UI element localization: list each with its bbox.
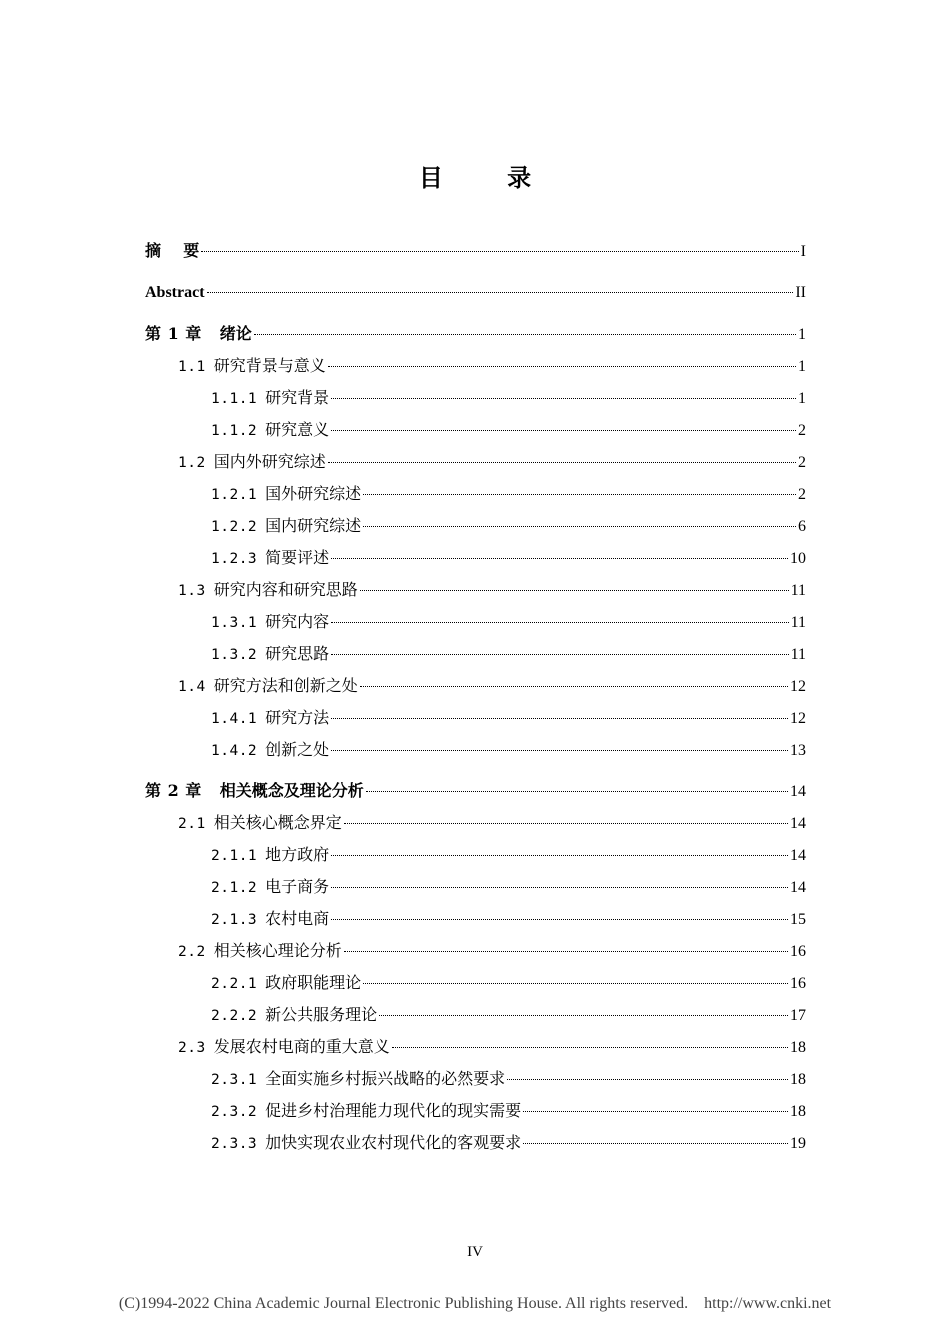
toc-entry-page: 2	[798, 422, 806, 439]
toc-entry-title: 相关核心理论分析	[213, 941, 342, 960]
toc-leader-dots	[363, 494, 796, 495]
toc-entry-title: 国内外研究综述	[213, 452, 326, 471]
toc-entry-title: 研究背景与意义	[213, 356, 326, 375]
toc-leader-dots	[523, 1111, 788, 1112]
toc-entry[interactable]	[211, 907, 806, 931]
toc-leader-dots	[360, 590, 789, 591]
toc-entry[interactable]	[211, 1067, 806, 1091]
toc-entry-page: 17	[790, 1007, 806, 1024]
toc-entry[interactable]	[211, 418, 806, 442]
toc-leader-dots	[331, 887, 788, 888]
toc-entry-page: 19	[790, 1135, 806, 1152]
toc-entry-page: 1	[798, 390, 806, 407]
toc-entry-title: 政府职能理论	[265, 973, 362, 992]
toc-entry-page: 11	[790, 582, 806, 599]
toc-entry-title: 研究背景	[265, 388, 330, 407]
toc-leader-dots	[331, 855, 788, 856]
toc-entry-title: 研究方法	[265, 708, 330, 727]
toc-entry-title: 研究内容和研究思路	[213, 580, 358, 599]
toc-leader-dots	[201, 251, 798, 252]
toc-leader-dots	[331, 622, 788, 623]
toc-leader-dots	[360, 686, 788, 687]
toc-entry-title: 电子商务	[265, 877, 330, 896]
toc-entry-page: 14	[790, 783, 806, 800]
toc-entry-title: 创新之处	[265, 740, 330, 759]
toc-entry-number: 1.1.1	[211, 391, 258, 407]
page-title: 目 录	[418, 164, 560, 192]
toc-entry[interactable]	[211, 546, 806, 570]
toc-entry-page: 18	[790, 1103, 806, 1120]
toc-entry-title: 国外研究综述	[265, 484, 362, 503]
toc-entry-title: 农村电商	[265, 909, 330, 928]
toc-entry[interactable]	[211, 738, 806, 762]
toc-leader-dots	[331, 654, 788, 655]
toc-entry-title: Abstract	[145, 284, 205, 301]
toc-entry-number: 1.3.1	[211, 615, 258, 631]
toc-leader-dots	[507, 1079, 788, 1080]
toc-entry-page: 14	[790, 879, 806, 896]
toc-entry[interactable]	[211, 1099, 806, 1123]
toc-entry[interactable]	[211, 875, 806, 899]
toc-entry-number: 1.4	[178, 679, 206, 695]
toc-entry-page: 12	[790, 710, 806, 727]
toc-entry-page: 18	[790, 1071, 806, 1088]
toc-entry-number: 1.4.2	[211, 743, 258, 759]
toc-leader-dots	[331, 919, 788, 920]
toc-entry-page: 14	[790, 847, 806, 864]
toc-leader-dots	[331, 558, 788, 559]
toc-entry-number: 1.2	[178, 455, 206, 471]
toc-leader-dots	[328, 366, 796, 367]
toc-leader-dots	[331, 398, 796, 399]
toc-entry-number: 2.1	[178, 816, 206, 832]
toc-entry-number: 2.3.1	[211, 1072, 258, 1088]
toc-entry[interactable]	[211, 1003, 806, 1027]
toc-leader-dots	[392, 1047, 788, 1048]
toc-entry-number: 2.2.1	[211, 976, 258, 992]
toc-leader-dots	[328, 462, 796, 463]
toc-entry-title: 研究内容	[265, 612, 330, 631]
toc-leader-dots	[344, 823, 788, 824]
toc-entry-number: 2.2.2	[211, 1008, 258, 1024]
toc-entry[interactable]	[178, 811, 806, 835]
toc-entry[interactable]	[145, 322, 806, 346]
toc-entry-page: 11	[790, 646, 806, 663]
toc-leader-dots	[344, 951, 788, 952]
toc-entry-number: 1.2.1	[211, 487, 258, 503]
toc-entry-title: 促进乡村治理能力现代化的现实需要	[265, 1101, 522, 1120]
toc-entry-number: 1.2.3	[211, 551, 258, 567]
toc-entry-number: 1.3	[178, 583, 206, 599]
toc-entry[interactable]	[211, 706, 806, 730]
toc-entry-page: 11	[790, 614, 806, 631]
toc-entry-title: 全面实施乡村振兴战略的必然要求	[265, 1069, 506, 1088]
toc-entry-number: 1.1	[178, 359, 206, 375]
toc-leader-dots	[207, 292, 794, 293]
toc-entry-number: 2.3.2	[211, 1104, 258, 1120]
toc-leader-dots	[331, 430, 796, 431]
toc-entry-number: 2.3.3	[211, 1136, 258, 1152]
toc-entry-number: 1.3.2	[211, 647, 258, 663]
toc-entry-title: 地方政府	[265, 845, 330, 864]
page-number: IV	[467, 1244, 483, 1260]
toc-entry-title: 国内研究综述	[265, 516, 362, 535]
toc-entry[interactable]	[211, 514, 806, 538]
toc-entry-title: 新公共服务理论	[265, 1005, 378, 1024]
toc-entry-title: 相关概念及理论分析	[219, 781, 364, 800]
footer-url[interactable]: http://www.cnki.net	[704, 1295, 832, 1312]
toc-entry-title: 摘 要	[145, 241, 200, 260]
toc-entry-number: 2.1.3	[211, 912, 258, 928]
toc-entry[interactable]	[145, 239, 806, 263]
toc-entry-page: 1	[798, 326, 806, 343]
toc-entry[interactable]	[211, 1131, 806, 1155]
toc-entry[interactable]	[145, 779, 806, 803]
toc-entry[interactable]	[211, 642, 806, 666]
toc-leader-dots	[379, 1015, 788, 1016]
toc-entry-page: 16	[790, 975, 806, 992]
toc-entry-number: 第 2 章	[145, 781, 202, 800]
toc-entry-number: 2.3	[178, 1040, 206, 1056]
toc-entry[interactable]	[211, 386, 806, 410]
toc-entry[interactable]	[178, 354, 806, 378]
toc-entry-title: 加快实现农业农村现代化的客观要求	[265, 1133, 522, 1152]
toc-leader-dots	[331, 750, 788, 751]
toc-entry[interactable]	[178, 1035, 806, 1059]
toc-entry-number: 1.1.2	[211, 423, 258, 439]
toc-entry-number: 第 1 章	[145, 324, 202, 343]
toc-entry-page: 6	[798, 518, 806, 535]
toc-entry-page: 12	[790, 678, 806, 695]
toc-entry-page: 1	[798, 358, 806, 375]
toc-entry-page: I	[800, 243, 806, 260]
toc-entry-title: 研究意义	[265, 420, 330, 439]
toc-entry-page: 2	[798, 454, 806, 471]
toc-entry-page: 10	[790, 550, 806, 567]
toc-entry-title: 绪论	[219, 324, 252, 343]
toc-entry-title: 简要评述	[265, 548, 330, 567]
toc-entry-title: 发展农村电商的重大意义	[213, 1037, 390, 1056]
toc-entry[interactable]	[178, 674, 806, 698]
toc-leader-dots	[363, 983, 788, 984]
toc-entry-page: 16	[790, 943, 806, 960]
toc-leader-dots	[363, 526, 796, 527]
toc-entry-page: 18	[790, 1039, 806, 1056]
toc-leader-dots	[331, 718, 788, 719]
toc-leader-dots	[366, 791, 788, 792]
toc-entry-title: 相关核心概念界定	[213, 813, 342, 832]
toc-entry[interactable]	[211, 610, 806, 634]
toc-entry[interactable]	[178, 939, 806, 963]
footer-copyright: (C)1994-2022 China Academic Journal Electronic Publishing House. All rights reserved.	[118, 1295, 689, 1312]
toc-entry[interactable]	[178, 578, 806, 602]
toc-entry[interactable]	[145, 281, 806, 305]
toc-entry[interactable]	[211, 843, 806, 867]
toc-entry-number: 1.4.1	[211, 711, 258, 727]
toc-leader-dots	[254, 334, 796, 335]
toc-entry-title: 研究方法和创新之处	[213, 676, 358, 695]
toc-entry[interactable]	[178, 450, 806, 474]
toc-entry-page: 14	[790, 815, 806, 832]
toc-entry-number: 2.1.2	[211, 880, 258, 896]
toc-entry-page: 13	[790, 742, 806, 759]
toc-entry-number: 2.2	[178, 944, 206, 960]
toc-entry-page: 2	[798, 486, 806, 503]
toc-entry[interactable]	[211, 482, 806, 506]
toc-entry-number: 1.2.2	[211, 519, 258, 535]
toc-entry[interactable]	[211, 971, 806, 995]
toc-entry-number: 2.1.1	[211, 848, 258, 864]
footer	[0, 1295, 950, 1313]
toc-entry-page: 15	[790, 911, 806, 928]
toc-entry-title: 研究思路	[265, 644, 330, 663]
toc-entry-page: II	[795, 284, 806, 301]
toc-leader-dots	[523, 1143, 788, 1144]
